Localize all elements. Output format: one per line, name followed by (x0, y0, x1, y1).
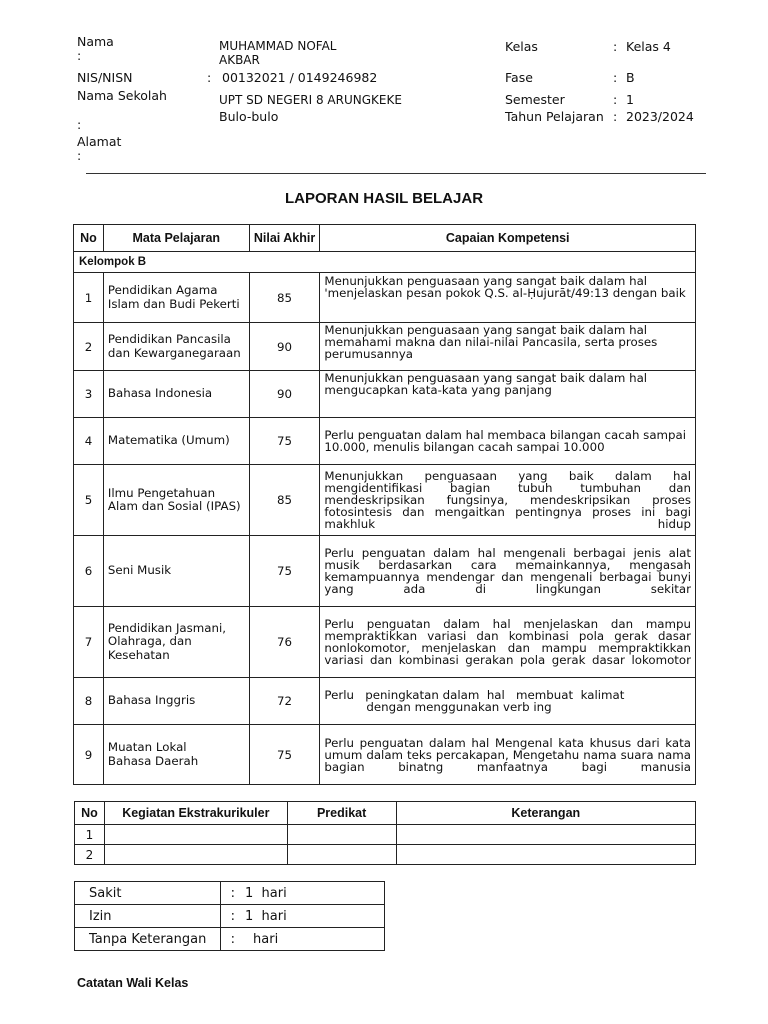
page-title: LAPORAN HASIL BELAJAR (284, 190, 484, 207)
nis-colon: : (207, 70, 212, 85)
extra-row-predicate (287, 845, 396, 865)
attendance-row (75, 928, 385, 951)
nis-value: 00132021 / 0149246982 (222, 70, 378, 85)
row-score: 75 (249, 418, 320, 465)
fase-value: B (626, 70, 635, 85)
attendance-colon: : (230, 931, 236, 947)
group-row (74, 252, 696, 273)
table-row (74, 273, 696, 323)
nis-label: NIS/NISN (77, 70, 133, 85)
row-description (320, 678, 696, 725)
extra-header-note: Keterangan (396, 802, 695, 825)
row-no: 1 (74, 273, 104, 323)
attendance-value (220, 882, 384, 905)
row-no: 8 (74, 678, 104, 725)
nama-label: Nama (77, 34, 114, 49)
description-line2: dengan menggunakan verb ing (366, 700, 552, 714)
semester-label: Semester (505, 92, 565, 107)
row-score: 90 (249, 323, 320, 371)
row-score: 75 (249, 536, 320, 607)
row-subject (103, 725, 249, 785)
row-no: 3 (74, 371, 104, 418)
alamat-label: Alamat (77, 134, 122, 149)
tahun-value: 2023/2024 (626, 109, 694, 124)
row-subject: Seni Musik (103, 536, 249, 607)
tahun-colon: : (613, 109, 618, 124)
description-text: Menunjukkan penguasaan yang baik dalam hal mengidentifikasi bagian tubuh tumbuhan dan mendeskripsikan fungsinya, mendeskripsikan proses fotosintesis dan mengaitkan pentingnya proses ini bagi makhluk hidup (324, 469, 691, 531)
homeroom-notes-label: Catatan Wali Kelas (77, 976, 189, 990)
row-score: 85 (249, 273, 320, 323)
row-subject: Bahasa Inggris (103, 678, 249, 725)
row-no: 4 (74, 418, 104, 465)
subject-line1: Muatan Lokal (107, 740, 187, 754)
row-score: 85 (249, 465, 320, 536)
description-text: Perlu penguatan dalam hal mengenali berbagai jenis alat musik berdasarkan cara memainkannya, mengasah kemampuannya mendengar dan mengenali berbagai bunyi yang ada di lingkungan sekitar (324, 546, 691, 596)
attendance-row (75, 905, 385, 928)
header-no: No (74, 225, 104, 252)
nama-value-line2: AKBAR (219, 53, 260, 67)
row-description (320, 371, 696, 418)
extracurricular-header-row (75, 802, 696, 825)
attendance-table (74, 881, 385, 951)
row-score: 75 (249, 725, 320, 785)
row-no: 7 (74, 607, 104, 678)
description-text: Perlu penguatan dalam hal membaca bilangan cacah sampai 10.000, menulis bilangan cacah sampai 10.000 (324, 428, 687, 454)
table-row (75, 825, 696, 845)
extra-row-note (396, 845, 695, 865)
attendance-label: Tanpa Keterangan (75, 928, 221, 951)
row-subject: Pendidikan Agama Islam dan Budi Pekerti (103, 273, 249, 323)
description-text: Menunjukkan penguasaan yang sangat baik dalam hal mengucapkan kata-kata yang panjang (324, 371, 648, 397)
attendance-colon: : (230, 885, 236, 901)
alamat-value: Bulo-bulo (219, 109, 279, 124)
semester-value: 1 (626, 92, 634, 107)
row-subject: Matematika (Umum) (103, 418, 249, 465)
row-subject: Pendidikan Jasmani, Olahraga, dan Kesehatan (103, 607, 249, 678)
row-subject: Bahasa Indonesia (103, 371, 249, 418)
attendance-label: Izin (75, 905, 221, 928)
extra-header-predicate: Predikat (287, 802, 396, 825)
grades-header-row (74, 225, 696, 252)
row-description (320, 536, 696, 607)
row-description (320, 418, 696, 465)
table-row (74, 323, 696, 371)
row-description (320, 273, 696, 323)
subject-line2: Bahasa Daerah (107, 753, 199, 768)
attendance-row (75, 882, 385, 905)
row-no: 6 (74, 536, 104, 607)
extra-row-activity (104, 825, 287, 845)
group-label: Kelompok B (74, 252, 696, 273)
row-subject: Ilmu Pengetahuan Alam dan Sosial (IPAS) (103, 465, 249, 536)
description-line1: Perlu peningkatan dalam hal membuat kalimat (324, 688, 625, 702)
table-row (74, 418, 696, 465)
extra-row-no: 1 (75, 825, 105, 845)
semester-colon: : (613, 92, 618, 107)
grades-table (73, 224, 696, 785)
description-text: Perlu penguatan dalam hal menjelaskan dan mampu mempraktikkan variasi dan kombinasi pola gerak dasar nonlokomotor, menjelaskan dan mampu mempraktikkan variasi dan kombinasi gerakan pola gerak dasar lokomotor (324, 617, 691, 667)
row-no: 9 (74, 725, 104, 785)
row-no: 2 (74, 323, 104, 371)
table-row (74, 725, 696, 785)
table-row (74, 371, 696, 418)
attendance-colon: : (230, 908, 236, 924)
attendance-days: 1 hari (245, 885, 287, 901)
row-subject: Pendidikan Pancasila dan Kewarganegaraan (103, 323, 249, 371)
row-description (320, 465, 696, 536)
table-row (75, 845, 696, 865)
row-description (320, 725, 696, 785)
description-text: Menunjukkan penguasaan yang sangat baik dalam hal memahami makna dan nilai-nilai Pancasila, serta proses perumusannya (324, 323, 658, 361)
row-score: 90 (249, 371, 320, 418)
kelas-colon: : (613, 39, 618, 54)
row-description (320, 607, 696, 678)
attendance-value (220, 928, 384, 951)
table-row (74, 465, 696, 536)
tahun-label: Tahun Pelajaran (505, 109, 604, 124)
alamat-colon: : (77, 148, 82, 163)
header-competency: Capaian Kompetensi (320, 225, 696, 252)
table-row (74, 607, 696, 678)
extra-row-predicate (287, 825, 396, 845)
description-text: Perlu penguatan dalam hal Mengenal kata khusus dari kata umum dalam teks percakapan, Mengetahu nama suara nama bagian binatng manfaatnya bagi manusia (324, 735, 691, 774)
row-description (320, 323, 696, 371)
row-score: 72 (249, 678, 320, 725)
fase-colon: : (613, 70, 618, 85)
sekolah-label: Nama Sekolah (77, 88, 167, 103)
fase-label: Fase (505, 70, 533, 85)
kelas-value: Kelas 4 (626, 39, 671, 54)
sekolah-value: UPT SD NEGERI 8 ARUNGKEKE (219, 93, 402, 107)
attendance-days: hari (253, 931, 279, 947)
extra-row-no: 2 (75, 845, 105, 865)
extracurricular-table (74, 801, 696, 865)
attendance-label: Sakit (75, 882, 221, 905)
extra-header-activity: Kegiatan Ekstrakurikuler (104, 802, 287, 825)
extra-header-no: No (75, 802, 105, 825)
header-score: Nilai Akhir (249, 225, 320, 252)
description-text: Menunjukkan penguasaan yang sangat baik dalam hal 'menjelaskan pesan pokok Q.S. al-Ḥujurāt/49:13 dengan baik (324, 274, 686, 300)
attendance-value (220, 905, 384, 928)
table-row (74, 678, 696, 725)
kelas-label: Kelas (505, 39, 538, 54)
row-no: 5 (74, 465, 104, 536)
table-row (74, 536, 696, 607)
sekolah-colon: : (77, 117, 82, 132)
nama-colon: : (77, 48, 82, 63)
extra-row-activity (104, 845, 287, 865)
extra-row-note (396, 825, 695, 845)
row-score: 76 (249, 607, 320, 678)
nama-value-line1: MUHAMMAD NOFAL (219, 39, 337, 53)
attendance-days: 1 hari (245, 908, 287, 924)
header-subject: Mata Pelajaran (103, 225, 249, 252)
header-divider (86, 173, 706, 174)
